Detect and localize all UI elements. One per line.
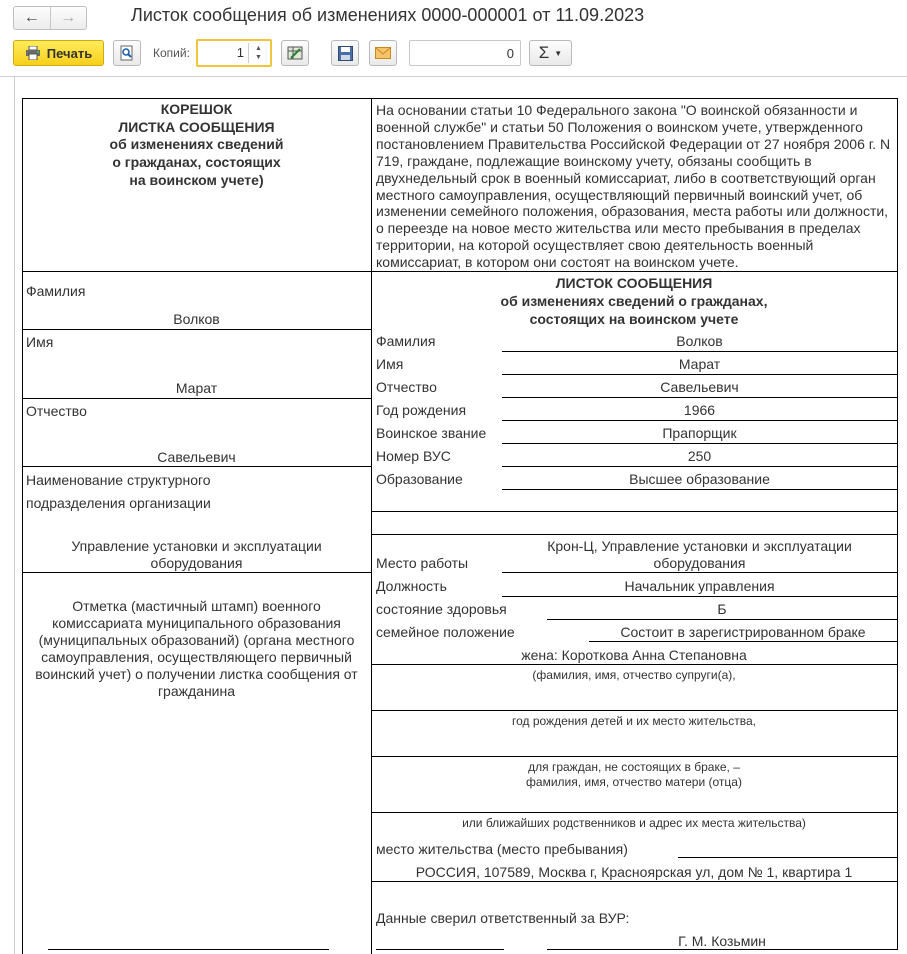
stub-mark-3: (муниципальных образований) (органа местного	[38, 632, 355, 648]
field-label: Образование	[376, 471, 463, 487]
field-value: Савельевич	[660, 379, 739, 395]
stub-name-label: Имя	[26, 334, 54, 350]
spouse-value: жена: Короткова Анна Степановна	[521, 647, 747, 663]
preview-icon	[119, 45, 135, 61]
stub-heading-4: о гражданах, состоящих	[112, 154, 281, 170]
stub-mark-4: самоуправления, осуществляющего первичный	[41, 649, 352, 665]
window-title: Листок сообщения об изменениях 0000-000001 от 11.09.2023	[131, 5, 645, 25]
chevron-down-icon: ▼	[255, 54, 262, 61]
stub-surname-value: Волков	[173, 311, 220, 327]
field-underline	[502, 420, 897, 421]
stub-divider	[22, 329, 371, 330]
stub-heading-2: ЛИСТКА СООБЩЕНИЯ	[118, 119, 275, 135]
print-button[interactable]	[13, 40, 104, 66]
back-button[interactable]	[14, 7, 50, 29]
field-underline	[502, 374, 897, 375]
field-underline	[371, 664, 897, 665]
stub-unit-value-2: оборудования	[150, 555, 243, 571]
field-label: Имя	[376, 356, 404, 372]
table-left-border	[22, 98, 23, 954]
document-margin-line	[14, 76, 15, 954]
copies-value: 1	[236, 45, 244, 60]
row-divider	[22, 271, 898, 272]
sum-field[interactable]: 0	[409, 40, 521, 66]
position-label: Должность	[376, 578, 447, 594]
field-label: Год рождения	[376, 402, 467, 418]
printer-icon	[25, 46, 41, 60]
save-button[interactable]	[331, 40, 359, 66]
stub-patronymic-value: Савельевич	[157, 449, 236, 465]
family-value: Состоит в зарегистрированном браке	[620, 624, 866, 640]
stub-divider	[22, 466, 371, 467]
stub-divider	[22, 572, 371, 573]
field-value: Волков	[676, 333, 723, 349]
document	[0, 76, 907, 954]
position-value: Начальник управления	[624, 578, 775, 594]
field-underline	[589, 641, 897, 642]
notice-paragraph: На основании статьи 10 Федерального закона "О воинской обязанности и военной службе" и статьи 50 Положения о воинском учете, утвержденного постановлением Правительства Российской Федерации от 27 ноября 2006 г. N 719, граждане, подлежащие воинскому учету, обязаны сообщить в двухнедельный срок в военный комиссариат, либо в соответствующий орган местного самоуправления, осуществляющий первичный воинский учет, об изменении семейного положения, образования, места работы или должности, о переезде на новое место жительства или место пребывания в пределах территории, на которой осуществляет свою деятельность военный комиссариат, в котором они состоят на воинском учете.	[376, 102, 891, 271]
stub-unit-label-2: подразделения организации	[26, 495, 211, 511]
field-underline	[502, 596, 897, 597]
forward-button[interactable]	[50, 7, 87, 29]
field-underline	[502, 466, 897, 467]
blank-row-line	[371, 534, 897, 535]
stub-patronymic-label: Отчество	[26, 403, 87, 419]
floppy-disk-icon	[338, 46, 353, 61]
stub-unit-value-1: Управление установки и эксплуатации	[71, 538, 322, 554]
edit-table-icon	[287, 45, 303, 61]
arrow-right-icon: →	[60, 9, 77, 26]
field-value: 250	[687, 448, 712, 464]
field-value: Прапорщик	[662, 425, 737, 441]
verified-label: Данные сверил ответственный за ВУР:	[376, 910, 630, 926]
health-value: Б	[717, 601, 727, 617]
field-label: Номер ВУС	[376, 448, 451, 464]
hint-unmarried-1: для граждан, не состоящих в браке, –	[528, 760, 740, 774]
work-label: Место работы	[376, 555, 469, 571]
field-underline	[502, 443, 897, 444]
field-value: Марат	[678, 356, 721, 372]
arrow-left-icon: ←	[23, 9, 40, 26]
field-underline	[502, 351, 897, 352]
field-underline	[502, 572, 897, 573]
field-value: Высшее образование	[629, 471, 770, 487]
stub-unit-label-1: Наименование структурного	[26, 472, 211, 488]
stub-signature-line	[48, 949, 329, 950]
verified-name: Г. М. Козьмин	[678, 933, 766, 949]
work-value-1: Крон-Ц, Управление установки и эксплуатации	[547, 538, 852, 554]
family-label: семейное положение	[376, 624, 515, 640]
chevron-up-icon: ▲	[255, 45, 262, 52]
stub-heading-3: об изменениях сведений	[109, 136, 284, 152]
field-label: Воинское звание	[376, 425, 487, 441]
stub-mark-2: комиссариата муниципального образования	[52, 615, 341, 631]
work-value-2: оборудования	[653, 555, 746, 571]
field-underline	[502, 397, 897, 398]
stub-mark-6: гражданина	[157, 683, 236, 699]
residence-label: место жительства (место пребывания)	[376, 841, 628, 857]
field-label: Фамилия	[376, 333, 436, 349]
field-value: 1966	[683, 402, 716, 418]
hint-spouse: (фамилия, имя, отчество супруги(а),	[532, 668, 736, 682]
stub-heading-1: КОРЕШОК	[160, 101, 233, 117]
table-top-border	[22, 98, 898, 99]
table-right-border	[897, 98, 898, 950]
stub-divider	[22, 398, 371, 399]
print-button-label: Печать	[46, 45, 93, 61]
field-underline	[371, 812, 897, 813]
stub-mark-1: Отметка (мастичный штамп) военного	[72, 598, 321, 614]
signature-line	[376, 949, 504, 950]
form-heading-3: состоящих на воинском учете	[529, 311, 739, 327]
copies-input[interactable]	[196, 39, 272, 67]
field-underline	[547, 619, 897, 620]
health-label: состояние здоровья	[376, 601, 507, 617]
sigma-icon: Σ	[538, 43, 550, 62]
residence-value: РОССИЯ, 107589, Москва г, Красноярская ул, дом № 1, квартира 1	[415, 864, 853, 880]
hint-relatives: или ближайших родственников и адрес их места жительства)	[462, 816, 806, 830]
form-heading-2: об изменениях сведений о гражданах,	[500, 293, 768, 309]
navigation-buttons	[13, 6, 87, 30]
edit-mode-button[interactable]	[281, 40, 309, 66]
form-heading-1: ЛИСТОК СООБЩЕНИЯ	[555, 275, 713, 291]
document-divider	[0, 76, 907, 77]
hint-children: год рождения детей и их место жительства,	[511, 714, 757, 728]
hint-unmarried-2: фамилия, имя, отчество матери (отца)	[526, 775, 742, 789]
envelope-icon	[375, 47, 391, 59]
chevron-down-icon: ▼	[554, 48, 563, 58]
field-underline	[678, 857, 897, 858]
copies-label: Копий:	[153, 46, 190, 60]
field-underline	[371, 881, 897, 882]
field-underline	[371, 756, 897, 757]
field-underline	[371, 710, 897, 711]
copies-stepper[interactable]	[248, 43, 268, 63]
field-underline	[547, 949, 897, 950]
sum-mode-button[interactable]	[529, 40, 572, 66]
send-email-button[interactable]	[369, 40, 397, 66]
preview-button[interactable]	[113, 40, 141, 66]
stub-heading-5: на воинском учете)	[129, 172, 264, 188]
field-label: Отчество	[376, 379, 437, 395]
blank-row-line	[371, 511, 897, 512]
field-underline	[502, 489, 897, 490]
stub-mark-5: воинский учет) о получении листка сообщения от	[35, 666, 358, 682]
stub-surname-label: Фамилия	[26, 283, 86, 299]
stub-name-value: Марат	[175, 380, 218, 396]
